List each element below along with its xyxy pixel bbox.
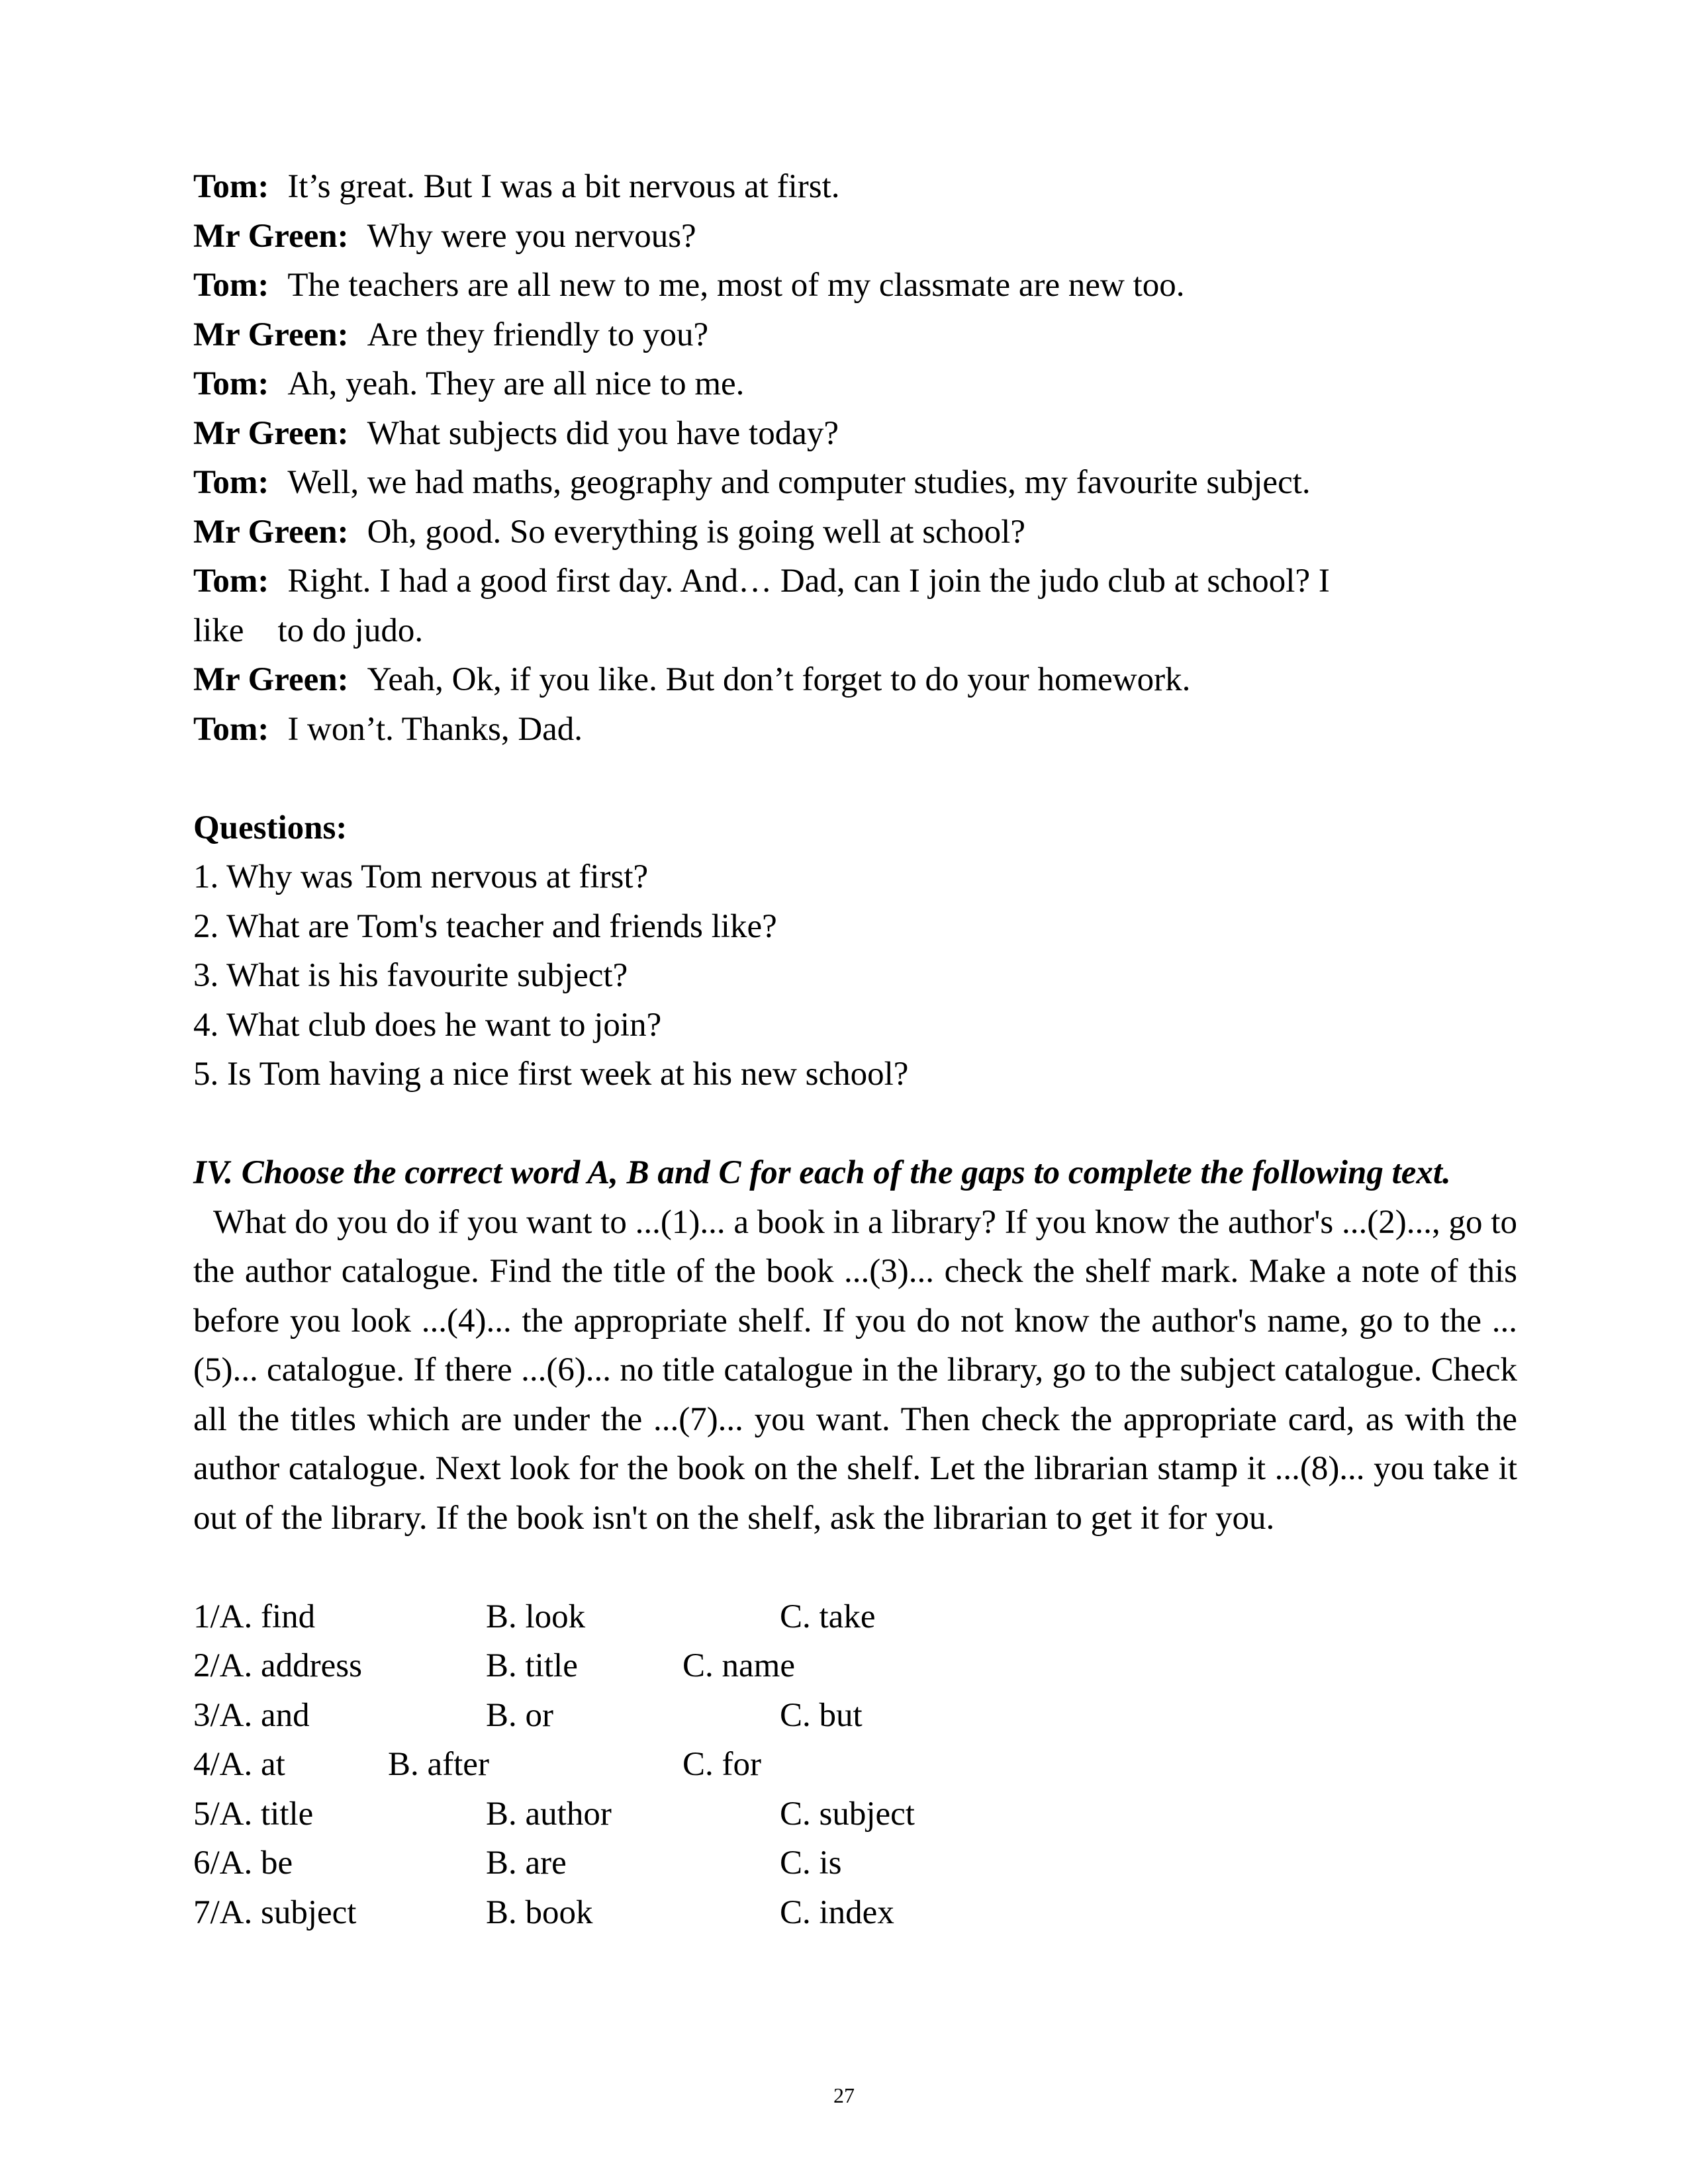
dialogue-text: Yeah, Ok, if you like. But don’t forget to do your homework. <box>367 661 1191 698</box>
speaker-label: Tom: <box>193 365 269 402</box>
speaker-label: Mr Green: <box>193 316 349 353</box>
dialogue-text: The teachers are all new to me, most of my classmate are new too. <box>287 267 1185 304</box>
option-b: B. author <box>486 1795 612 1833</box>
option-b: B. or <box>486 1696 553 1734</box>
option-a: 1/A. find <box>193 1598 316 1635</box>
answer-options <box>193 1592 1524 1938</box>
option-c: C. subject <box>780 1795 915 1833</box>
spacer <box>193 754 1524 803</box>
speaker-label: Tom: <box>193 168 269 205</box>
option-b: B. book <box>486 1893 593 1931</box>
dialogue-text: Ah, yeah. They are all nice to me. <box>287 365 745 402</box>
spacer <box>193 1543 1524 1592</box>
speaker-label: Mr Green: <box>193 414 349 452</box>
question-item: 3. What is his favourite subject? <box>193 957 628 994</box>
page-number: 27 <box>833 2083 855 2107</box>
option-a: 7/A. subject <box>193 1893 357 1931</box>
dialogue-line <box>193 359 1524 409</box>
option-b: B. look <box>486 1598 586 1635</box>
question-item: 4. What club does he want to join? <box>193 1006 662 1044</box>
speaker-label: Mr Green: <box>193 217 349 255</box>
speaker-label: Mr Green: <box>193 661 349 698</box>
option-c: C. for <box>682 1746 761 1783</box>
question-item: 5. Is Tom having a nice first week at his new school? <box>193 1056 909 1093</box>
dialogue-text: Oh, good. So everything is going well at school? <box>367 513 1025 551</box>
option-c: C. name <box>682 1647 795 1684</box>
dialogue-line <box>193 508 1524 557</box>
dialogue-line <box>193 458 1524 508</box>
dialogue-line <box>193 310 1524 360</box>
dialogue-line <box>193 557 1524 606</box>
section-iv <box>193 1148 1524 1937</box>
cloze-passage: What do you do if you want to ...(1)... a book in a library? If you know the author's ...(2)..., go to the author catalogue. Find the title of the book ...(3)... check the shelf mark. Make a note of this before you look ...(4)... the appropriate shelf. If you do not know the author's name, go to the ...(5)... catalogue. If there ...(6)... no title catalogue in the library, go to the subject catalogue. Check all the titles which are under the ...(7)... you want. Then check the appropriate card, as with the author catalogue. Next look for the book on the shelf. Let the librarian stamp it ...(8)... you take it out of the library. If the book isn't on the shelf, ask the librarian to get it for you. <box>193 1203 1517 1537</box>
dialogue-line <box>193 212 1524 261</box>
option-c: C. index <box>780 1893 894 1931</box>
questions-section <box>193 803 1524 1099</box>
option-row <box>193 1740 1524 1790</box>
option-c: C. but <box>780 1696 863 1734</box>
dialogue-text: Right. I had a good first day. And… Dad, can I join the judo club at school? I <box>287 563 1330 600</box>
dialogue-text: What subjects did you have today? <box>367 414 839 452</box>
speaker-label: Tom: <box>193 710 269 748</box>
dialogue-line <box>193 162 1524 212</box>
option-a: 3/A. and <box>193 1696 310 1734</box>
speaker-label: Tom: <box>193 563 269 600</box>
option-row <box>193 1641 1524 1691</box>
dialogue-text: Why were you nervous? <box>367 217 696 255</box>
dialogue <box>193 162 1524 754</box>
option-row <box>193 1592 1524 1642</box>
question-item: 1. Why was Tom nervous at first? <box>193 858 649 895</box>
option-a: 6/A. be <box>193 1844 293 1882</box>
option-a: 5/A. title <box>193 1795 314 1833</box>
option-b: B. after <box>388 1746 489 1783</box>
speaker-label: Tom: <box>193 464 269 501</box>
document-page <box>193 162 1524 1937</box>
speaker-label: Tom: <box>193 267 269 304</box>
dialogue-text: It’s great. But I was a bit nervous at first. <box>287 168 840 205</box>
option-a: 4/A. at <box>193 1746 285 1783</box>
option-b: B. are <box>486 1844 567 1882</box>
option-row <box>193 1839 1524 1888</box>
questions-heading: Questions: <box>193 809 348 846</box>
option-row <box>193 1888 1524 1938</box>
option-b: B. title <box>486 1647 578 1684</box>
dialogue-line <box>193 261 1524 310</box>
dialogue-line <box>193 655 1524 705</box>
option-c: C. is <box>780 1844 842 1882</box>
option-row <box>193 1790 1524 1839</box>
option-c: C. take <box>780 1598 876 1635</box>
option-row <box>193 1691 1524 1741</box>
dialogue-line-continuation <box>193 606 1524 656</box>
option-a: 2/A. address <box>193 1647 362 1684</box>
dialogue-text: like to do judo. <box>193 612 424 649</box>
spacer <box>193 1099 1524 1149</box>
dialogue-text: Well, we had maths, geography and computer studies, my favourite subject. <box>287 464 1311 501</box>
speaker-label: Mr Green: <box>193 513 349 551</box>
section-title: IV. Choose the correct word A, B and C for each of the gaps to complete the following text. <box>193 1154 1451 1191</box>
question-item: 2. What are Tom's teacher and friends like? <box>193 907 777 945</box>
dialogue-text: I won’t. Thanks, Dad. <box>287 710 583 748</box>
dialogue-line <box>193 409 1524 459</box>
dialogue-text: Are they friendly to you? <box>367 316 709 353</box>
dialogue-line <box>193 705 1524 754</box>
